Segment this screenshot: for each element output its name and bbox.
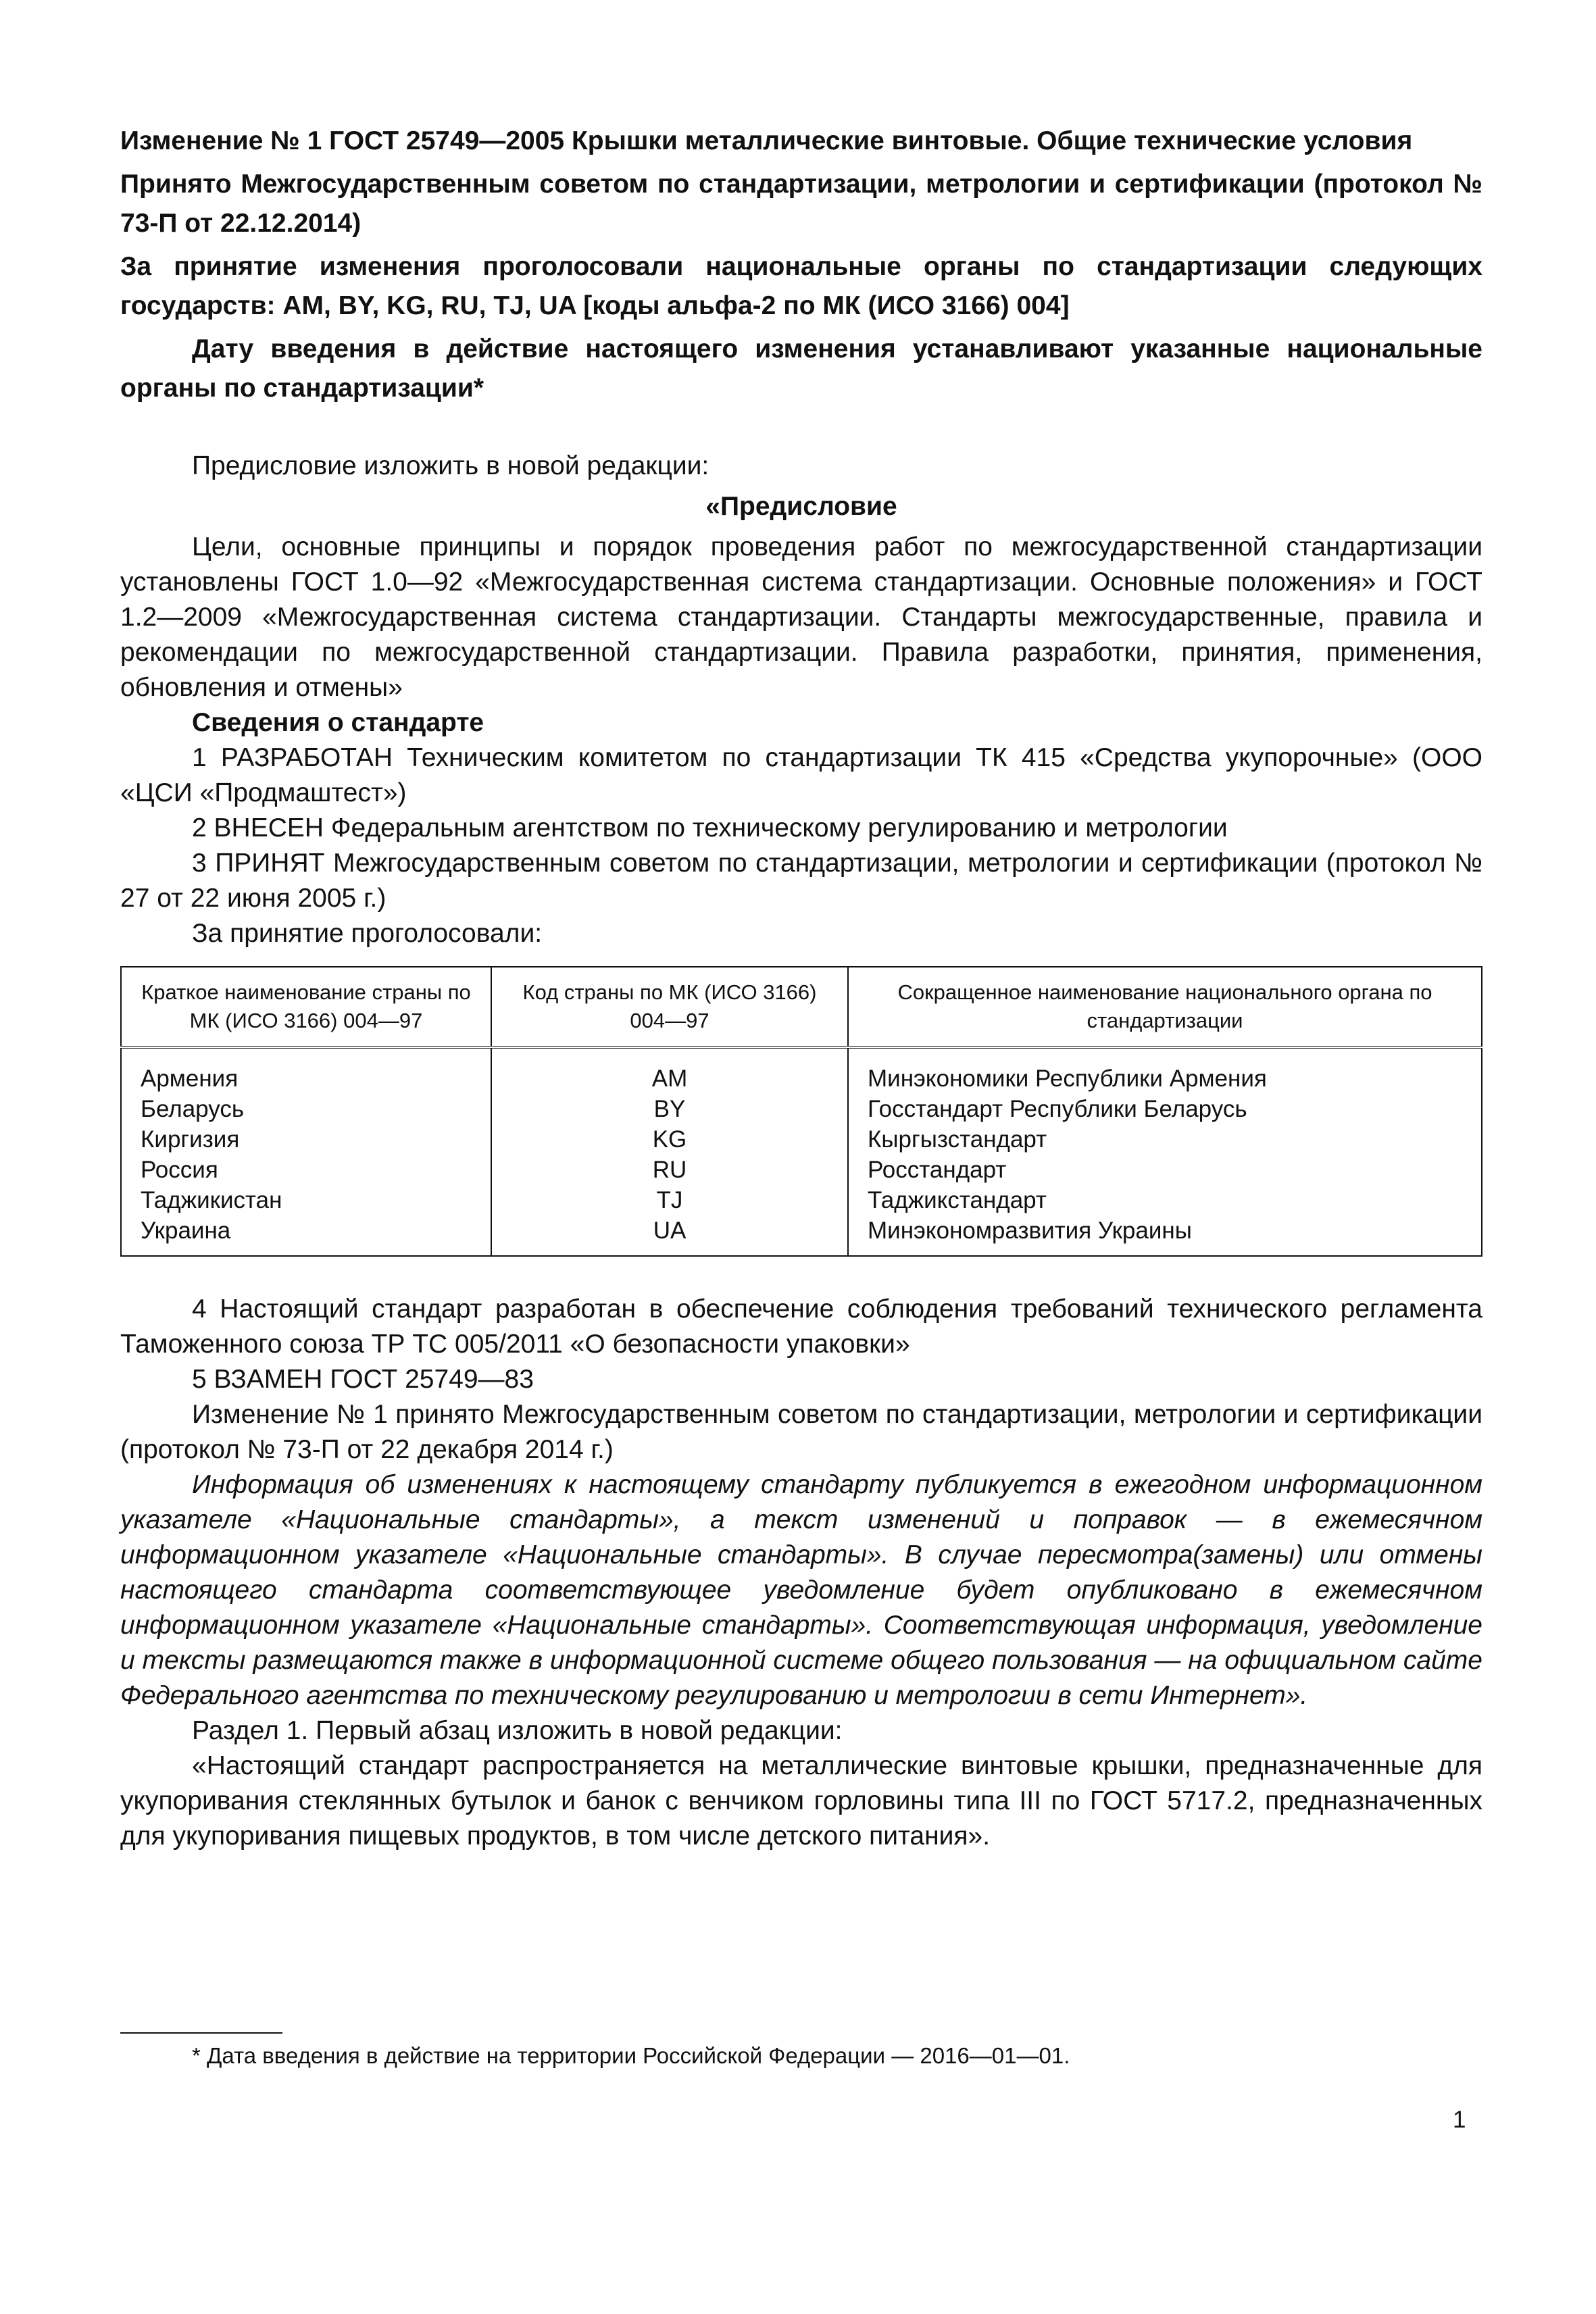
table-row [121, 1124, 1482, 1155]
item-2: 2 ВНЕСЕН Федеральным агентством по техническому регулированию и метрологии [192, 813, 1228, 842]
country-name: Украина [121, 1215, 491, 1256]
country-name: Армения [121, 1047, 491, 1094]
publication-info: Информация об изменениях к настоящему стандарту публикуется в ежегодном информационном указателе «Национальные стандарты», а текст изменений и поправок — в ежемесячном информационном указателе «Национальные стандарты». В случае пересмотра(замены) или отмены настоящего стандарта соответствующее уведомление будет опубликовано в ежемесячном информационном указателе «Национальные стандарты». Соответствующая информация, уведомление и тексты размещаются также в информационной системе общего пользования — на официальном сайте Федерального агентства по техническому регулированию и метрологии в сети Интернет». [120, 1470, 1482, 1710]
agency-name: Таджикстандарт [848, 1185, 1482, 1215]
table-row [121, 1215, 1482, 1256]
table-header-code: Код страны по МК (ИСО 3166) 004—97 [491, 967, 848, 1047]
voting-table [120, 966, 1482, 1257]
about-standard-title: Сведения о стандарте [192, 708, 484, 737]
country-code: TJ [491, 1185, 848, 1215]
country-code: AM [491, 1047, 848, 1094]
footnote: * Дата введения в действие на территории Российской Федерации — 2016—01—01. [192, 2043, 1070, 2068]
adoption-line: Принято Межгосударственным советом по стандартизации, метрологии и сертификации (протокол № 73-П от 22.12.2014) [120, 170, 1482, 238]
table-row [121, 1155, 1482, 1185]
section-1-text: «Настоящий стандарт распространяется на металлические винтовые крышки, предназначенные для укупоривания стеклянных бутылок и банок с венчиком горловины типа III по ГОСТ 5717.2, предназначенных для укупоривания пищевых продуктов, в том числе детского питания». [120, 1751, 1482, 1851]
country-code: KG [491, 1124, 848, 1155]
effective-date-line: Дату введения в действие настоящего изменения устанавливают указанные национальные органы по стандартизации* [120, 334, 1482, 403]
table-row [121, 1094, 1482, 1124]
document-page [120, 122, 1482, 1854]
preface-paragraph: Цели, основные принципы и порядок проведения работ по межгосударственной стандартизации установлены ГОСТ 1.0—92 «Межгосударственная система стандартизации. Основные положения» и ГОСТ 1.2—2009 «Межгосударственная система стандартизации. Стандарты межгосударственные, правила и рекомендации по межгосударственной стандартизации. Правила разработки, принятия, применения, обновления и отмены» [120, 532, 1482, 702]
footnote-divider [120, 2032, 282, 2034]
voted-label: За принятие проголосовали: [192, 919, 543, 948]
table-row [121, 1185, 1482, 1215]
agency-name: Минэкономики Республики Армения [848, 1047, 1482, 1094]
agency-name: Кыргызстандарт [848, 1124, 1482, 1155]
preface-title: «Предисловие [705, 492, 897, 521]
country-code: RU [491, 1155, 848, 1185]
section-1-instruction: Раздел 1. Первый абзац изложить в новой редакции: [192, 1716, 843, 1745]
agency-name: Росстандарт [848, 1155, 1482, 1185]
item-4: 4 Настоящий стандарт разработан в обеспечение соблюдения требований технического регламента Таможенного союза ТР ТС 005/2011 «О безопасности упаковки» [120, 1294, 1482, 1359]
country-name: Таджикистан [121, 1185, 491, 1215]
voting-line: За принятие изменения проголосовали национальные органы по стандартизации следующих государств: AM, BY, KG, RU, TJ, UA [коды альфа-2 по МК (ИСО 3166) 004] [120, 252, 1482, 320]
agency-name: Минэкономразвития Украины [848, 1215, 1482, 1256]
item-1: 1 РАЗРАБОТАН Техническим комитетом по стандартизации ТК 415 «Средства укупорочные» (ООО «ЦСИ «Продмаштест») [120, 743, 1482, 807]
agency-name: Госстандарт Республики Беларусь [848, 1094, 1482, 1124]
table-row [121, 1047, 1482, 1094]
country-code: UA [491, 1215, 848, 1256]
preface-intro: Предисловие изложить в новой редакции: [192, 451, 709, 480]
amendment-title: Изменение № 1 ГОСТ 25749—2005 Крышки металлические винтовые. Общие технические условия [120, 126, 1413, 155]
country-name: Киргизия [121, 1124, 491, 1155]
table-header-agency: Сокращенное наименование национального органа по стандартизации [848, 967, 1482, 1047]
table-header-country: Краткое наименование страны по МК (ИСО 3166) 004—97 [121, 967, 491, 1047]
country-name: Россия [121, 1155, 491, 1185]
item-3: 3 ПРИНЯТ Межгосударственным советом по стандартизации, метрологии и сертификации (протокол № 27 от 22 июня 2005 г.) [120, 849, 1482, 913]
table-header-row [121, 967, 1482, 1047]
page-number: 1 [1453, 2107, 1466, 2133]
item-5: 5 ВЗАМЕН ГОСТ 25749—83 [192, 1365, 534, 1394]
country-name: Беларусь [121, 1094, 491, 1124]
change-note: Изменение № 1 принято Межгосударственным советом по стандартизации, метрологии и сертификации (протокол № 73-П от 22 декабря 2014 г.) [120, 1400, 1482, 1464]
country-code: BY [491, 1094, 848, 1124]
